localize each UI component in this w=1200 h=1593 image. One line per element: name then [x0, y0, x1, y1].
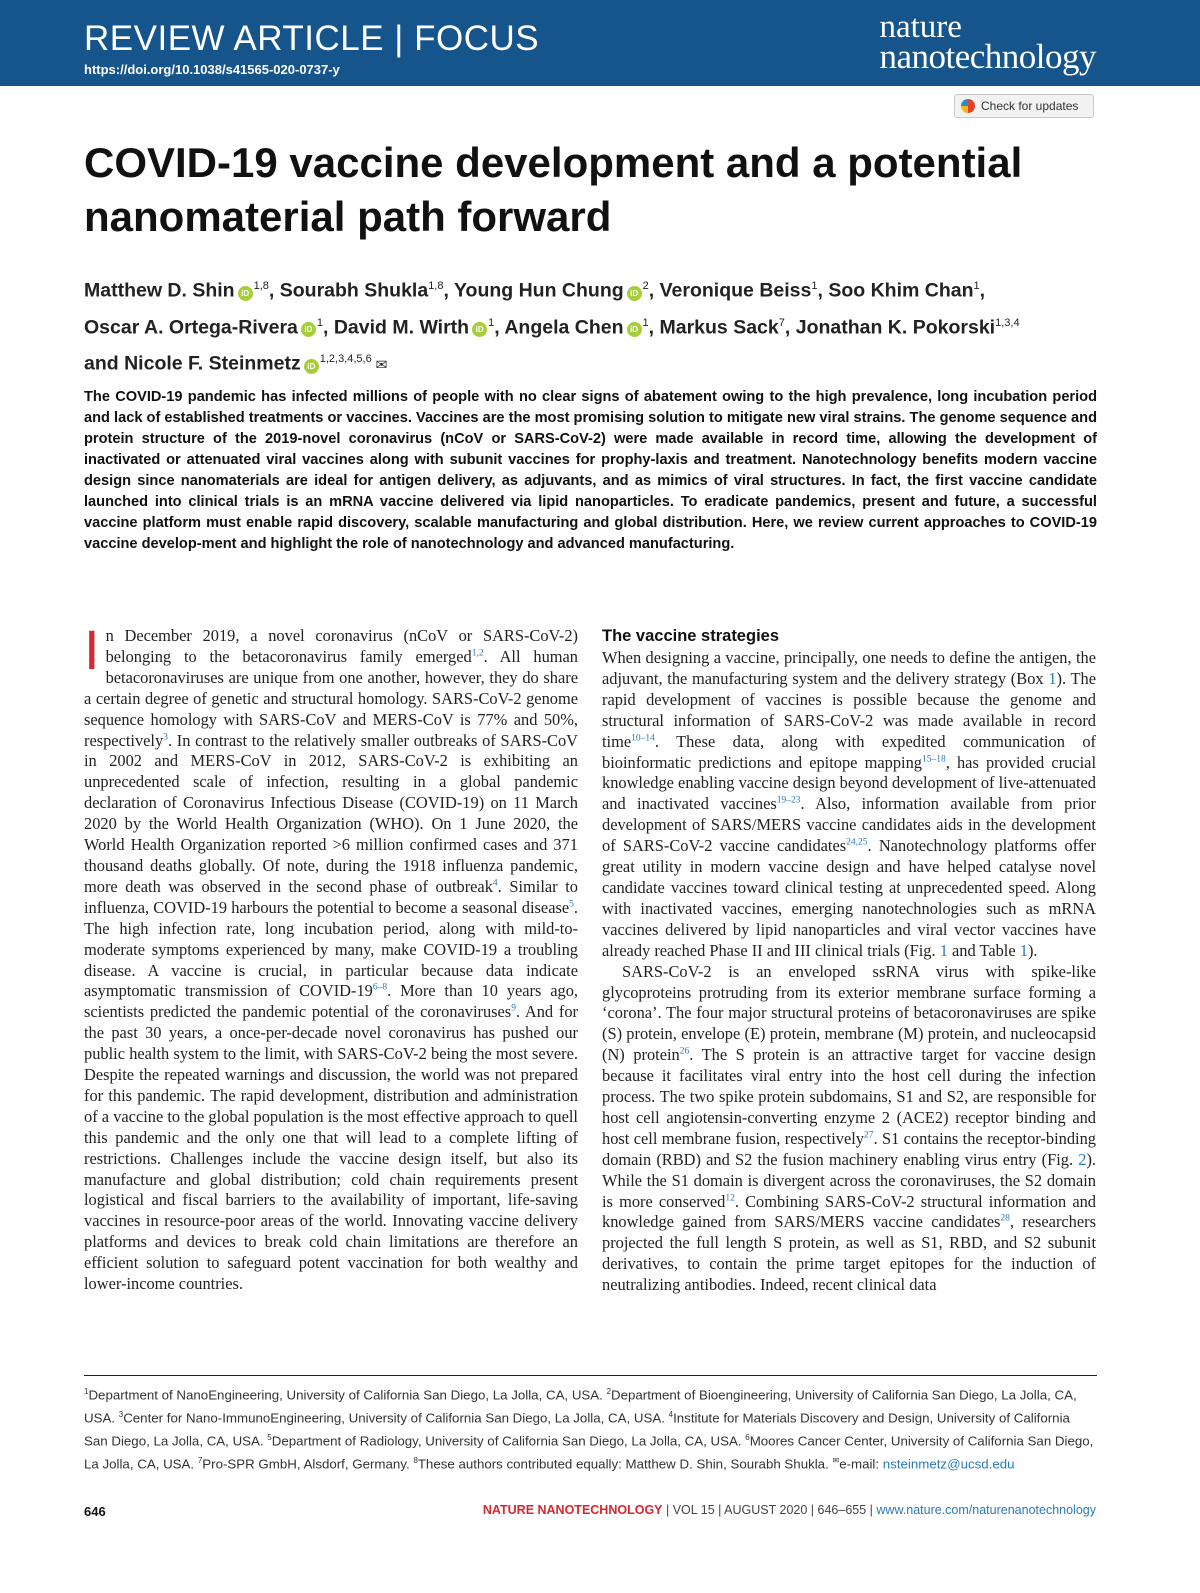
- author-name: Sourabh Shukla: [279, 279, 429, 302]
- footer-date: AUGUST 2020: [724, 1503, 808, 1517]
- author-affiliation-marker: 7: [778, 316, 785, 329]
- author-affiliation-marker: 2: [642, 280, 649, 292]
- citation-ref[interactable]: 9: [511, 1003, 516, 1014]
- text-run: e-mail:: [839, 1456, 883, 1472]
- text-run: . All human betacoronaviruses are unique from one another, however, they do share a certain degree of genetic and structural homology. SARS-CoV-2 genome sequence homology with SARS-CoV and MERS-CoV is 77% and 50%, respectively: [84, 646, 578, 750]
- text-run: When designing a vaccine, principally, one needs to define the antigen, the adjuvant, the manufacturing system and the delivery strategy (Box: [602, 648, 1096, 688]
- intro-paragraph: [84, 618, 579, 1295]
- text-run: . These data, along with expedited communication of bioinformatic predictions and epitope mapping: [602, 731, 1096, 772]
- text-run: . The high infection rate, long incubation period, along with mild-to-moderate symptoms experienced by many, make COVID-19 a troubling disease. A vaccine is crucial, in particular because data indicate asymptomatic transmission of COVID-19: [84, 897, 578, 1001]
- focus-label: FOCUS: [414, 19, 540, 58]
- text-run: ). While the S1 domain is divergent across the coronaviruses, the S2 domain is more conserved: [602, 1149, 1096, 1211]
- author-affiliation-marker: 1: [973, 280, 980, 292]
- orcid-icon[interactable]: iD: [627, 286, 642, 301]
- text-run: . Similar to influenza, COVID-19 harbours the potential to become a seasonal disease: [84, 876, 578, 917]
- journal-banner: [0, 0, 1200, 86]
- affiliation-marker: 5: [267, 1432, 272, 1442]
- text-run: Institute for Materials Discovery and Design, University of California San Diego, La Jolla, CA, USA.: [84, 1410, 1070, 1449]
- author-affiliation-marker: 1,3,4: [995, 316, 1020, 329]
- citation-ref[interactable]: 12: [725, 1193, 735, 1204]
- author-affiliation-marker: 1,8: [428, 280, 444, 292]
- citation-ref[interactable]: 24,25: [846, 837, 868, 848]
- text-run: . Also, information available from prior development of SARS/MERS vaccine candidates aids in the development of SARS-CoV-2 vaccine candidates: [602, 794, 1096, 856]
- author-name: Soo Khim Chan: [828, 279, 974, 302]
- body-column-left: [84, 618, 579, 1295]
- body-paragraph: [602, 962, 1096, 1297]
- author-affiliation-marker: 1,2,3,4,5,6: [319, 353, 372, 365]
- citation-ref[interactable]: 28: [1000, 1214, 1010, 1224]
- text-run: These authors contributed equally: Matthew D. Shin, Sourabh Shukla.: [417, 1456, 833, 1472]
- text-run: , researchers projected the full length S protein, as well as S1, RBD, and S2 subunit derivatives, to contain the prime target epitopes for the induction of neutralizing antibodies. Indeed, recent clinical data: [602, 1212, 1096, 1295]
- body-column-right: [602, 626, 1096, 1296]
- cross-ref-link[interactable]: nsteinmetz@ucsd.edu: [882, 1456, 1015, 1472]
- section-heading: The vaccine strategies: [602, 627, 780, 645]
- citation-ref[interactable]: 4: [492, 878, 498, 889]
- author-name: Markus Sack: [659, 316, 779, 338]
- footer-journal-url[interactable]: www.nature.com/naturenanotechnology: [876, 1503, 1096, 1517]
- text-run: Department of Bioengineering, University of California San Diego, La Jolla, CA, USA.: [84, 1387, 1077, 1426]
- footer-volume: VOL 15: [672, 1503, 715, 1517]
- email-icon[interactable]: ✉: [371, 356, 388, 373]
- author-name: Oscar A. Ortega-Rivera: [84, 316, 298, 338]
- affiliation-marker: ✉: [832, 1455, 840, 1465]
- text-run: . Nanotechnology platforms offer great utility in modern vaccine design and have helped catalyse novel candidate vaccines toward clinical testing at unprecedented speed. Along with inactivated vaccines, emerging nanotechnologies such as mRNA vaccines delivered by lipid nanoparticles and viral vector vaccines have already reached Phase II and III clinical trials (Fig.: [602, 836, 1097, 960]
- cross-ref-link[interactable]: 1: [1048, 668, 1057, 688]
- text-run: and Table: [947, 940, 1020, 960]
- citation-ref[interactable]: 19–23: [776, 795, 801, 806]
- author-affiliation-marker: 1: [488, 316, 495, 329]
- author-affiliation-marker: 1: [316, 316, 323, 329]
- text-run: Department of Radiology, University of California San Diego, La Jolla, CA, USA.: [271, 1433, 746, 1449]
- text-run: . Combining SARS-CoV-2 structural information and knowledge gained from SARS/MERS vaccine candidates: [602, 1191, 1096, 1232]
- crossmark-icon: [961, 99, 975, 113]
- author-affiliation-marker: 1,8: [253, 280, 269, 292]
- drop-cap: I: [84, 618, 100, 681]
- affiliation-marker: 6: [745, 1432, 750, 1442]
- journal-logo[interactable]: nature nanotechnology: [879, 9, 1096, 76]
- text-run: . S1 contains the receptor-binding domain (RBD) and S2 the fusion machinery enabling virus entry (Fig.: [602, 1128, 1096, 1169]
- citation-ref[interactable]: 6–8: [372, 982, 388, 993]
- footnote-divider: [84, 1375, 1097, 1376]
- citation-ref[interactable]: 10–14: [631, 733, 655, 744]
- article-title: COVID-19 vaccine development and a potential nanomaterial path forward: [84, 139, 1023, 240]
- author-name: Jonathan K. Pokorski: [795, 316, 996, 338]
- check-for-updates-button[interactable]: Check for updates: [954, 94, 1094, 118]
- author-name: Nicole F. Steinmetz: [124, 352, 301, 375]
- citation-ref[interactable]: 3: [163, 732, 168, 743]
- citation-ref[interactable]: 5: [569, 899, 574, 910]
- text-run: ). The rapid development of vaccines is possible because the genome and structural information of SARS-CoV-2 was made available in record time: [602, 668, 1096, 751]
- text-run: SARS-CoV-2 is an enveloped ssRNA virus with spike-like glycoproteins protruding from its exterior membrane surface forming a ‘corona’. The four major structural proteins of betacoronaviruses are spike (S) protein, envelope (E) protein, membrane (M) protein, and nucleocapsid (N) protein: [602, 961, 1096, 1065]
- footer-pages: 646–655: [817, 1503, 867, 1517]
- text-run: Pro-SPR GmbH, Alsdorf, Germany.: [202, 1456, 414, 1472]
- article-type-label: REVIEW ARTICLE | FOCUS: [84, 19, 540, 58]
- author-name: Angela Chen: [504, 316, 624, 338]
- affiliation-marker: 1: [84, 1387, 89, 1396]
- orcid-icon[interactable]: iD: [627, 322, 642, 337]
- affiliations: [84, 1382, 1097, 1474]
- affiliation-marker: 8: [413, 1455, 418, 1465]
- text-run: . In contrast to the relatively smaller outbreaks of SARS-CoV in 2002 and MERS-CoV in 2012, SARS-CoV-2 is exhibiting an unprecedented scale of infection, resulting in a global pandemic declaration of Coronavirus Infectious Disease (COVID-19) on 11 March 2020 by the World Health Organization (WHO). On 1 June 2020, the World Health Organization reported >6 million confirmed cases and 371 thousand deaths globally. Of note, during the 1918 influenza pandemic, more death was observed in the second phase of outbreak: [84, 730, 578, 896]
- text-run: . And for the past 30 years, a once-per-decade novel coronavirus has pushed our public health system to the limit, with SARS-CoV-2 being the most severe. Despite the repeated warnings and discussion, the world was not prepared for this pandemic. The rapid development, distribution and administration of a vaccine to the global population is the most effective approach to quell this pandemic and the only one that will lead to a complete lifting of restrictions. Challenges include the vaccine design itself, but also its manufacture and global distribution; cold chain requirements present logistical and fiscal barriers to the availability of important, life-saving vaccines in resource-poor areas of the world. Innovating vaccine delivery platforms and devices to break cold chain limitations are therefore an efficient solution to safeguard potent vaccination for both wealthy and lower-income countries.: [84, 1002, 578, 1294]
- text-run: . The S protein is an attractive target for vaccine design because it facilitates viral entry into the host cell during the infection process. The two spike protein subdomains, S1 and S2, are responsible for host cell angiotensin-converting enzyme 2 (ACE2) receptor binding and host cell membrane fusion, respectively: [602, 1045, 1097, 1148]
- orcid-icon[interactable]: iD: [472, 322, 487, 337]
- affiliation-marker: 2: [606, 1387, 612, 1396]
- body-paragraph: [602, 648, 1096, 962]
- affiliation-marker: 4: [668, 1409, 674, 1419]
- text-run: ).: [1027, 940, 1038, 960]
- citation-ref[interactable]: 26: [679, 1046, 690, 1057]
- affiliation-marker: 7: [197, 1455, 203, 1465]
- doi-link[interactable]: https://doi.org/10.1038/s41565-020-0737-y: [84, 62, 340, 77]
- author-affiliation-marker: 1: [642, 316, 649, 329]
- abstract: The COVID-19 pandemic has infected millions of people with no clear signs of abatement owing to the high prevalence, long incubation period and lack of established treatments or vaccines. Vaccines are the most promising solution to mitigate new viral strains. The genome sequence and protein structure of the 2019-novel coronavirus (nCoV or SARS-CoV-2) were made available in record time, allowing the development of inactivated or attenuated viral vaccines along with subunit vaccines for prophy-laxis and treatment. Nanotechnology benefits modern vaccine design since nanomaterials are ideal for antigen delivery, as adjuvants, and as mimics of viral structures. In fact, the first vaccine candidate launched into clinical trials is an mRNA vaccine delivered via lipid nanoparticles. To eradicate pandemics, present and future, a successful vaccine platform must enable rapid discovery, scalable manufacturing and global distribution. Here, we review current approaches to COVID-19 vaccine develop-ment and highlight the role of nanotechnology and advanced manufacturing.: [84, 389, 1097, 552]
- cross-ref-link[interactable]: 1: [1019, 940, 1028, 960]
- text-run: Moores Cancer Center, University of California San Diego, La Jolla, CA, USA.: [84, 1433, 1094, 1472]
- citation-ref[interactable]: 15–18: [921, 754, 946, 765]
- orcid-icon[interactable]: iD: [238, 286, 253, 301]
- text-run: . More than 10 years ago, scientists predicted the pandemic potential of the coronaviruses: [84, 981, 579, 1022]
- text-run: n December 2019, a novel coronavirus (nCoV or SARS-CoV-2) belonging to the betacoronavirus family emerged: [105, 626, 578, 666]
- text-run: , has provided crucial knowledge enabling vaccine design beyond development of live-attenuated and inactivated vaccines: [602, 752, 1097, 814]
- orcid-icon[interactable]: iD: [304, 359, 319, 374]
- citation-ref[interactable]: 27: [863, 1130, 874, 1141]
- author-name: David M. Wirth: [333, 316, 470, 338]
- cross-ref-link[interactable]: 2: [1078, 1149, 1087, 1169]
- author-name: Veronique Beiss: [659, 279, 812, 302]
- cross-ref-link[interactable]: 1: [939, 940, 948, 960]
- text-run: Center for Nano-ImmunoEngineering, University of California San Diego, La Jolla, CA, USA.: [123, 1410, 669, 1426]
- text-run: Department of NanoEngineering, University of California San Diego, La Jolla, CA, USA.: [88, 1387, 607, 1403]
- orcid-icon[interactable]: iD: [301, 322, 316, 337]
- author-name: Matthew D. Shin: [84, 279, 235, 302]
- page-number: 646: [84, 1504, 106, 1519]
- author-name: Young Hun Chung: [453, 279, 624, 302]
- author-affiliation-marker: 1: [811, 280, 818, 292]
- citation-ref[interactable]: 1,2: [471, 648, 484, 659]
- affiliation-marker: 3: [118, 1409, 124, 1419]
- footer-citation: NATURE NANOTECHNOLOGY | VOL 15 | AUGUST 2020 | 646–655 | www.nature.com/naturenanotechnology: [482, 1503, 1096, 1517]
- author-list: Matthew D. Shin iD$^{1,8}$, Sourabh Shukla$^{1,8}$, Young Hun Chung $iD^2$, Veronique Beiss$^1$, Soo Khim Chan$^1$, Oscar A. Ortega-Rivera $iD^1$, David M. Wirth $iD^1$, Angela Chen $iD^1$, Markus Sack$^7$, Jonathan K. Pokorski$^{1,3,4}$ and Nicole F. Steinmetz iD$^{1,2,3,4,5,6}$ ✉: [84, 279, 1020, 375]
- footer-journal-name: NATURE NANOTECHNOLOGY: [482, 1503, 663, 1517]
